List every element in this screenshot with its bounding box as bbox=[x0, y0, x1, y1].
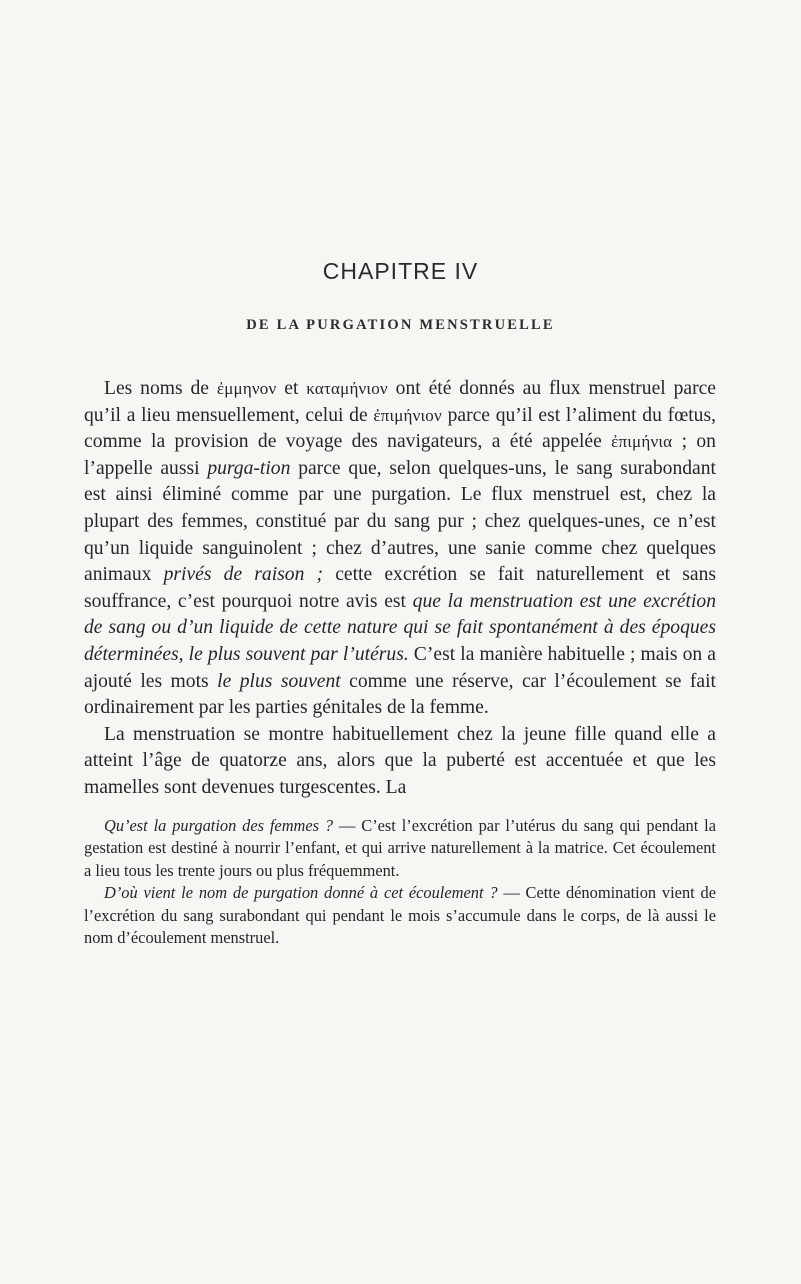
greek-term: ἐπιμήνια bbox=[611, 432, 673, 452]
paragraph: Les noms de ἐμμηνον et καταμήνιον ont été donnés au flux menstruel parce qu’il a lieu mensuellement, celui de ἐπιμήνιον parce qu’il est l’aliment du fœtus, comme la provision de voyage des navigateurs, a été appelée ἐπιμήνια ; on l’appelle aussi purga-tion parce que, selon quelques-uns, le sang surabondant est ainsi éliminé comme par une purgation. Le flux menstruel est, chez la plupart des femmes, constitué par du sang pur ; chez quelques-unes, ce n’est qu’un liquide sanguinolent ; chez d’autres, une sanie comme chez quelques animaux privés de raison ; cette excrétion se fait naturellement et sans souffrance, c’est pourquoi notre avis est que la menstruation est une excrétion de sang ou d’un liquide de cette nature qui se fait spontanément à des époques déterminées, le plus souvent par l’utérus. C’est la manière habituelle ; mais on a ajouté les mots le plus souvent comme une réserve, car l’écoulement se fait ordinairement par les parties génitales de la femme. bbox=[84, 378, 717, 719]
greek-term: ἐμμηνον bbox=[216, 379, 277, 398]
footnotes bbox=[84, 815, 716, 949]
greek-term: καταμήνιον bbox=[306, 379, 388, 398]
greek-term: ἐπιμήνιον bbox=[373, 405, 442, 425]
chapter-title: CHAPITRE IV bbox=[322, 258, 479, 284]
definition-italic: que la menstruation est une excrétion de sang ou d’un liquide de cette nature qui se fait spontanément à des époques déterminées, le plus souvent par l’utérus. bbox=[84, 590, 716, 665]
italic-term: le plus souvent bbox=[217, 670, 341, 692]
question-italic: D’où vient le nom de purgation donné à cet écoulement ? bbox=[104, 883, 498, 903]
note-paragraph: D’où vient le nom de purgation donné à cet écoulement ? — Cette dénomination vient de l’excrétion du sang surabondant qui pendant le mois s’accumule dans le corps, de là aussi le nom d’écoulement menstruel. bbox=[84, 883, 716, 948]
question-italic: Qu’est la purgation des femmes ? bbox=[104, 816, 334, 835]
italic-term: privés de raison ; bbox=[163, 564, 324, 586]
main-text bbox=[84, 376, 716, 802]
section-title: DE LA PURGATION MENSTRUELLE bbox=[246, 317, 555, 333]
note-paragraph: Qu’est la purgation des femmes ? — C’est l’excrétion par l’utérus du sang qui pendant la gestation est destiné à nourrir l’enfant, et qui arrive naturellement à la matrice. Cet écoulement a lieu tous les trente jours ou plus fréquemment. bbox=[84, 816, 716, 880]
italic-term: purga-tion bbox=[207, 457, 291, 479]
paragraph: La menstruation se montre habituellement chez la jeune fille quand elle a atteint l’âge de quatorze ans, alors que la puberté est accentuée et que les mamelles sont devenues turgescentes. La bbox=[84, 723, 716, 798]
